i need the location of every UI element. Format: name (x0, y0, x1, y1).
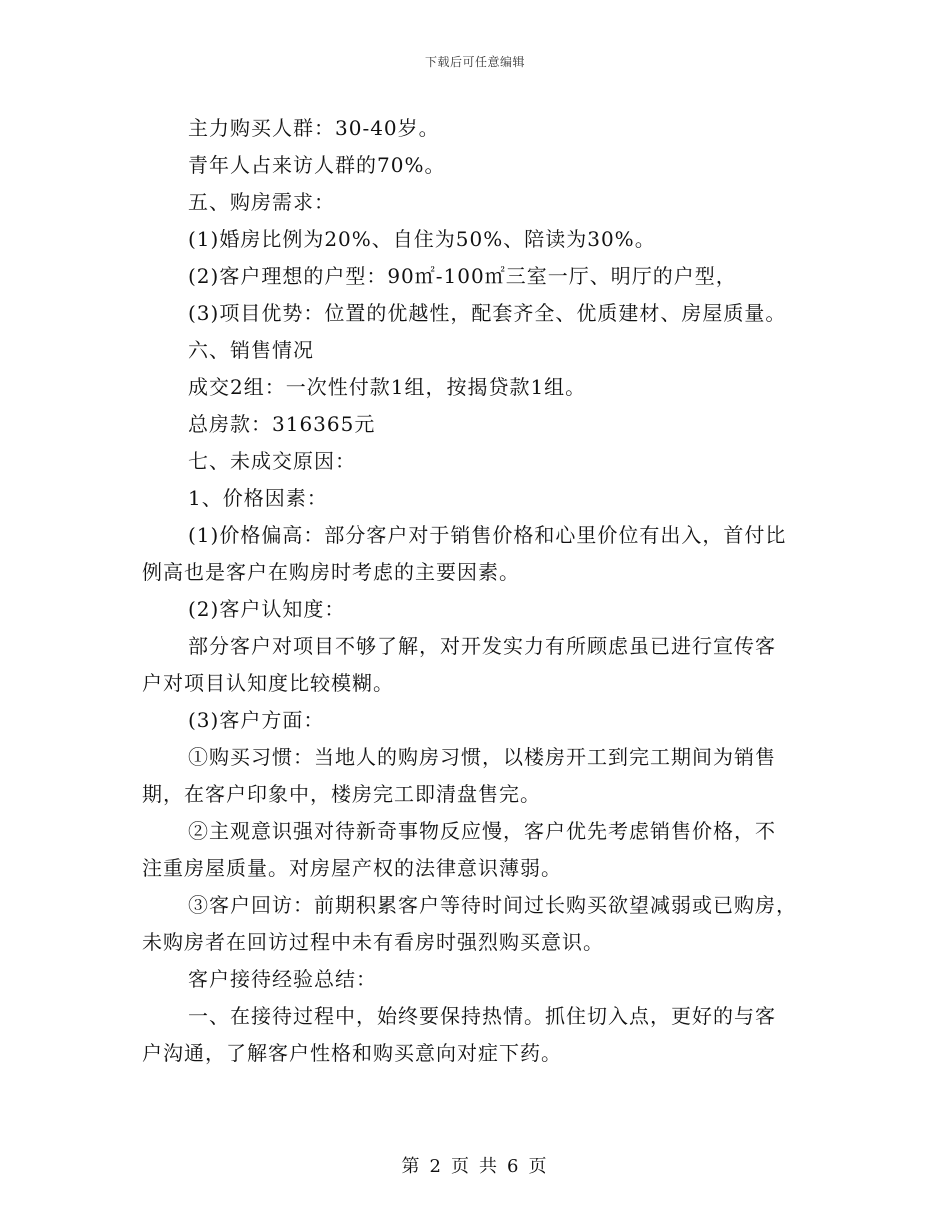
paragraph-line: 注重房屋质量。对房屋产权的法律意识薄弱。 (142, 856, 562, 880)
paragraph-line: ①购买习惯：当地人的购房习惯，以楼房开工到完工期间为销售 (188, 745, 776, 769)
paragraph-line: (1)婚房比例为20%、自住为50%、陪读为30%。 (188, 227, 656, 251)
paragraph-line: (3)项目优势：位置的优越性，配套齐全、优质建材、房屋质量。 (188, 301, 787, 325)
paragraph-line: ②主观意识强对待新奇事物反应慢，客户优先考虑销售价格，不 (188, 819, 776, 843)
paragraph-line: (1)价格偏高：部分客户对于销售价格和心里价位有出入，首付比 (188, 523, 787, 547)
section-heading: 五、购房需求： (188, 190, 335, 214)
paragraph-line: (2)客户理想的户型：90㎡-100㎡三室一厅、明厅的户型， (188, 264, 737, 288)
subsection-heading: (3)客户方面： (188, 708, 325, 732)
paragraph-line: 户沟通，了解客户性格和购买意向对症下药。 (142, 1041, 562, 1065)
total-pages-number: 6 (507, 1156, 521, 1177)
paragraph-line: 部分客户对项目不够了解，对开发实力有所顾虑虽已进行宣传客 (188, 634, 776, 658)
page-header: 下载后可任意编辑 (424, 55, 525, 69)
paragraph-line: 成交2组：一次性付款1组，按揭贷款1组。 (188, 375, 587, 399)
current-page-number: 2 (429, 1156, 443, 1177)
paragraph-line: 总房款：316365元 (188, 412, 376, 436)
paragraph-line: 一、在接待过程中，始终要保持热情。抓住切入点，更好的与客 (188, 1004, 776, 1028)
section-heading: 客户接待经验总结： (188, 967, 377, 991)
paragraph-line: 例高也是客户在购房时考虑的主要因素。 (142, 560, 520, 584)
section-heading: 六、销售情况 (188, 338, 314, 362)
page-footer (0, 1152, 950, 1178)
footer-suffix: 页 (528, 1156, 549, 1177)
paragraph-line: ③客户回访：前期积累客户等待时间过长购买欲望减弱或已购房， (188, 893, 797, 917)
section-heading: 七、未成交原因： (188, 449, 356, 473)
paragraph-line: 主力购买人群：30-40岁。 (188, 116, 440, 140)
paragraph-line: 户对项目认知度比较模糊。 (142, 671, 394, 695)
paragraph-line: 青年人占来访人群的70%。 (188, 153, 446, 177)
footer-prefix: 第 (401, 1156, 422, 1177)
document-body (142, 110, 810, 1072)
footer-total-word: 共 (479, 1156, 499, 1177)
subsection-heading: 1、价格因素： (188, 486, 328, 510)
paragraph-line: 期，在客户印象中，楼房完工即清盘售完。 (142, 782, 541, 806)
paragraph-line: 未购房者在回访过程中未有看房时强烈购买意识。 (142, 930, 604, 954)
subsection-heading: (2)客户认知度： (188, 597, 346, 621)
footer-page-word: 页 (451, 1156, 471, 1177)
